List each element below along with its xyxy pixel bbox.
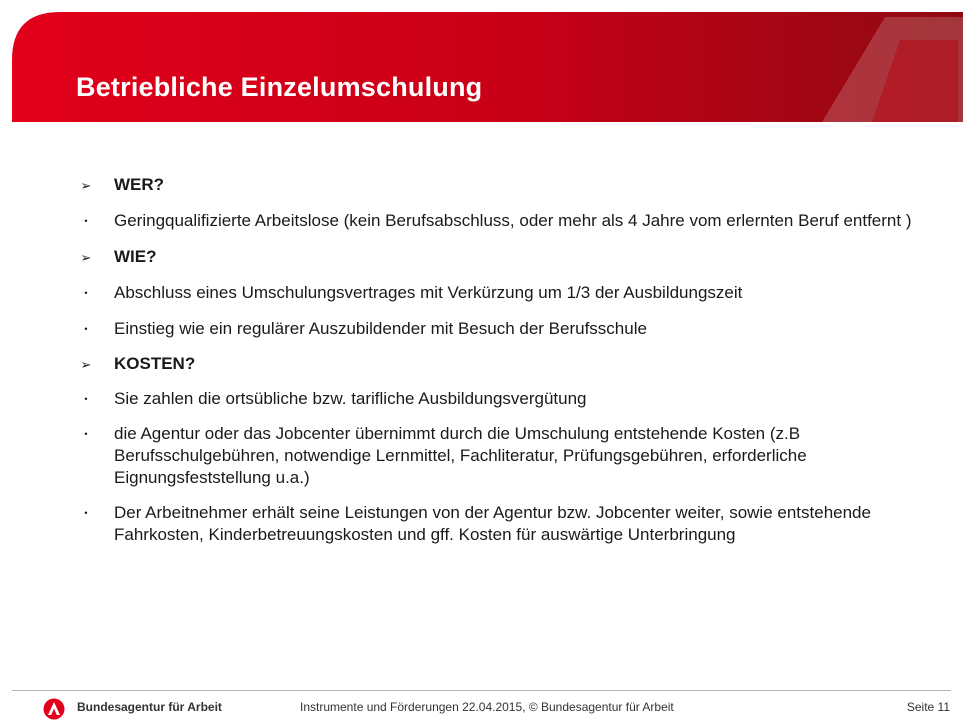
footer-logo (43, 697, 233, 719)
dot-bullet-icon: • (84, 394, 88, 404)
dot-bullet-icon: • (84, 429, 88, 439)
bullet-item (74, 388, 914, 410)
page-number: Seite 11 (906, 700, 950, 714)
footer-divider (12, 690, 951, 691)
heading-text: WER? (114, 175, 165, 194)
dot-bullet-icon: • (84, 288, 88, 298)
bullet-text: Einstieg wie ein regulärer Auszubildender mit Besuch der Berufsschule (114, 319, 647, 338)
bullet-text: Abschluss eines Umschulungsvertrages mit Verkürzung um 1/3 der Ausbildungszeit (114, 283, 743, 302)
dot-bullet-icon: • (84, 216, 88, 226)
bullet-item (74, 282, 914, 304)
dot-bullet-icon: • (84, 324, 88, 334)
header-banner (12, 12, 963, 122)
header-background (12, 12, 963, 122)
ba-logo-a-icon (43, 698, 65, 720)
bullet-item (74, 502, 914, 546)
slide-content (74, 174, 914, 546)
bullet-item (74, 210, 914, 232)
bullet-text: die Agentur oder das Jobcenter übernimmt durch die Umschulung entstehende Kosten (z.B Berufsschulgebühren, notwendige Lernmittel, Fachliteratur, Prüfungsgebühren, erforderliche Eignungsfeststellung u.a.) (114, 424, 807, 487)
bullet-text: Sie zahlen die ortsübliche bzw. tarifliche Ausbildungsvergütung (114, 389, 587, 408)
bullet-item (74, 423, 914, 489)
arrow-bullet-icon: ➢ (80, 178, 92, 193)
arrow-bullet-icon: ➢ (80, 357, 92, 372)
section-heading-wer (74, 174, 914, 196)
dot-bullet-icon: • (84, 508, 88, 518)
slide-title: Betriebliche Einzelumschulung (76, 72, 483, 102)
bullet-item (74, 318, 914, 340)
bullet-text: Geringqualifizierte Arbeitslose (kein Berufsabschluss, oder mehr als 4 Jahre vom erlernten Beruf entfernt ) (114, 211, 912, 230)
heading-text: WIE? (114, 247, 157, 266)
logo-text: Bundesagentur für Arbeit (77, 700, 222, 714)
heading-text: KOSTEN? (114, 354, 196, 373)
bullet-text: Der Arbeitnehmer erhält seine Leistungen von der Agentur bzw. Jobcenter weiter, sowie entstehende Fahrkosten, Kinderbetreuungskosten und gff. Kosten für auswärtige Unterbringung (114, 503, 871, 544)
footer-caption: Instrumente und Förderungen 22.04.2015, © Bundesagentur für Arbeit (300, 700, 674, 714)
section-heading-kosten (74, 353, 914, 375)
arrow-bullet-icon: ➢ (80, 250, 92, 265)
section-heading-wie (74, 246, 914, 268)
